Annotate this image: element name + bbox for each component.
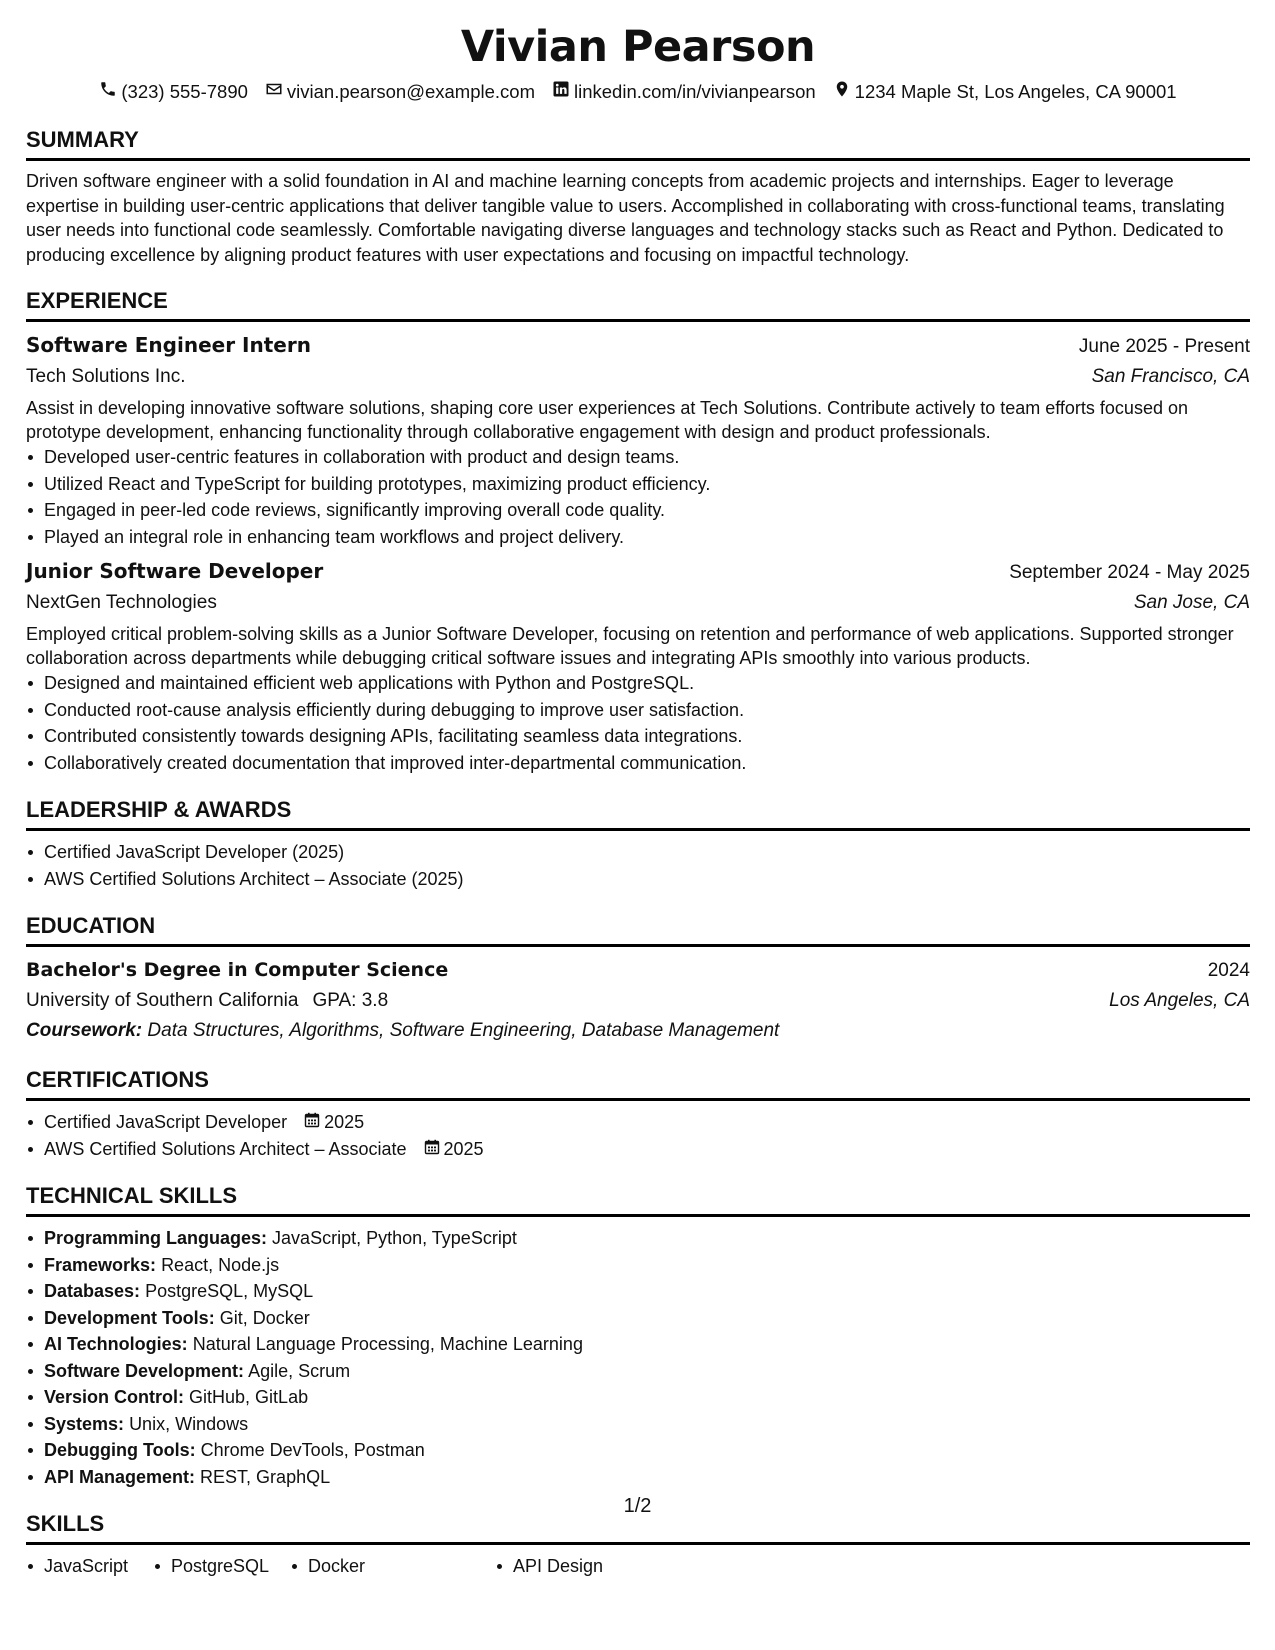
list-item [44,1464,1250,1491]
graduation-year: 2024 [1207,960,1250,981]
section-title: TECHNICAL SKILLS [26,1183,238,1208]
job-entry [26,330,1250,550]
skill-label: Programming Languages: [44,1228,268,1248]
list-item: Certified JavaScript Developer (2025) [44,839,1250,866]
job-bullets [26,670,1250,776]
candidate-name: Vivian Pearson [460,22,816,72]
job-company: Tech Solutions Inc. [26,366,186,387]
certifications-section [26,1046,1250,1162]
section-title: SUMMARY [26,127,139,152]
contact-linkedin[interactable] [552,78,816,106]
calendar-icon [304,1109,320,1136]
section-divider [26,944,1250,947]
skill-value: Git, Docker [219,1307,310,1328]
contact-bar [26,78,1250,106]
school-name: University of Southern California [26,990,299,1011]
section-divider [26,1542,1250,1545]
section-title: SKILLS [26,1511,105,1536]
skill-value: Unix, Windows [129,1413,249,1434]
envelope-icon [265,78,283,106]
linkedin-link[interactable]: linkedin.com/in/vivianpearson [574,81,816,102]
skill-item: Docker [308,1553,513,1579]
job-location: San Francisco, CA [1091,366,1250,387]
coursework-list: Data Structures, Algorithms, Software Engineering, Database Management [147,1020,780,1041]
linkedin-icon [552,78,570,106]
education-section [26,892,1250,1046]
address-text: 1234 Maple St, Los Angeles, CA 90001 [854,81,1177,102]
skill-value: Chrome DevTools, Postman [200,1440,425,1460]
skill-label: Version Control: [44,1387,185,1407]
leadership-section [26,776,1250,892]
section-divider [26,1214,1250,1217]
skills-list [26,1553,1250,1579]
school-line [26,986,388,1016]
job-bullets [26,444,1250,550]
cert-name: AWS Certified Solutions Architect – Associate [44,1138,407,1159]
skill-value: React, Node.js [161,1254,280,1275]
skill-label: AI Technologies: [44,1334,188,1354]
list-item [44,1278,1250,1305]
section-title: LEADERSHIP & AWARDS [26,797,292,822]
calendar-icon [424,1136,440,1163]
list-item: Engaged in peer-led code reviews, significantly improving overall code quality. [44,497,1250,524]
skill-label: Systems: [44,1413,125,1434]
skill-item: JavaScript [44,1553,171,1579]
summary-text: Driven software engineer with a solid foundation in AI and machine learning concepts from academic projects and internships. Eager to leverage expertise in building user-centric applications that deliver tangible value to users. Accomplished in collaborating with cross-functional teams, translating user needs into functional code seamlessly. Comfortable navigating diverse languages and technology stacks such as React and Python. Dedicated to producing excellence by aligning product features with user expectations and focusing on impactful technology. [26,171,1225,265]
section-divider [26,1098,1250,1101]
section-divider [26,828,1250,831]
list-item [44,1411,1250,1438]
section-title: EDUCATION [26,913,156,938]
skill-value: REST, GraphQL [200,1466,331,1487]
list-item: Utilized React and TypeScript for building prototypes, maximizing product efficiency. [44,471,1250,498]
skill-label: API Management: [44,1466,196,1487]
technical-skills-section [26,1162,1250,1490]
list-item [44,1437,1250,1464]
job-dates: June 2025 - Present [1078,336,1250,357]
section-title: EXPERIENCE [26,288,168,313]
page-number: 1/2 [623,1495,652,1517]
job-description: Assist in developing innovative software solutions, shaping core user experiences at Tech Solutions. Contribute actively to team efforts focused on prototype development, enhancing functionality through collaborative engagement with design and product professionals. [26,398,1188,442]
list-item [44,1109,1250,1136]
summary-section [26,106,1250,267]
resume-page [26,18,1250,1579]
phone-text: (323) 555-7890 [121,81,248,102]
email-link[interactable]: vivian.pearson@example.com [286,81,535,102]
contact-phone [99,78,248,106]
list-item: Designed and maintained efficient web applications with Python and PostgreSQL. [44,670,1250,697]
list-item [44,1252,1250,1279]
cert-year: 2025 [324,1112,365,1132]
gpa: GPA: 3.8 [312,990,389,1011]
skill-value: Agile, Scrum [248,1360,351,1381]
map-pin-icon [833,78,851,106]
list-item: AWS Certified Solutions Architect – Associate (2025) [44,866,1250,893]
experience-section [26,267,1250,776]
coursework [26,1016,1250,1046]
cert-name: Certified JavaScript Developer [44,1112,288,1132]
skill-item: PostgreSQL [171,1553,308,1579]
certifications-list [26,1109,1250,1162]
list-item [44,1331,1250,1358]
job-location: San Jose, CA [1133,592,1250,613]
section-divider [26,319,1250,322]
school-location: Los Angeles, CA [1109,990,1250,1011]
job-description: Employed critical problem-solving skills as a Junior Software Developer, focusing on retention and performance of web applications. Supported stronger collaboration across departments while debugging critical software issues and integrating APIs smoothly into various products. [26,624,1234,668]
coursework-label: Coursework: [26,1020,143,1041]
job-company: NextGen Technologies [26,592,217,613]
skill-value: Natural Language Processing, Machine Learning [192,1334,583,1354]
job-entry [26,556,1250,776]
list-item [44,1358,1250,1385]
skill-label: Software Development: [44,1360,245,1381]
skill-item: API Design [513,1553,603,1579]
contact-email[interactable] [265,78,535,106]
contact-address [833,78,1177,106]
skill-value: GitHub, GitLab [189,1387,309,1407]
skill-label: Debugging Tools: [44,1440,196,1460]
job-dates: September 2024 - May 2025 [1009,562,1250,583]
cert-date [424,1136,484,1163]
skill-label: Development Tools: [44,1307,215,1328]
skill-value: PostgreSQL, MySQL [145,1281,314,1301]
list-item: Played an integral role in enhancing team workflows and project delivery. [44,524,1250,551]
list-item [44,1305,1250,1332]
list-item: Contributed consistently towards designing APIs, facilitating seamless data integrations. [44,723,1250,750]
skill-value: JavaScript, Python, TypeScript [272,1228,517,1248]
phone-icon [99,78,117,106]
list-item [44,1225,1250,1252]
skill-label: Frameworks: [44,1254,157,1275]
cert-year: 2025 [443,1138,484,1159]
job-title: Junior Software Developer [26,559,324,583]
list-item [44,1136,1250,1163]
technical-skills-list [26,1225,1250,1490]
list-item [44,1384,1250,1411]
section-divider [26,158,1250,161]
section-title: CERTIFICATIONS [26,1067,209,1092]
skill-label: Databases: [44,1281,141,1301]
degree-title: Bachelor's Degree in Computer Science [26,959,449,981]
list-item: Conducted root-cause analysis efficiently during debugging to improve user satisfaction. [44,697,1250,724]
list-item: Collaboratively created documentation that improved inter-departmental communication. [44,750,1250,777]
list-item: Developed user-centric features in collaboration with product and design teams. [44,444,1250,471]
leadership-list [26,839,1250,892]
job-title: Software Engineer Intern [26,333,311,357]
cert-date [304,1109,364,1136]
